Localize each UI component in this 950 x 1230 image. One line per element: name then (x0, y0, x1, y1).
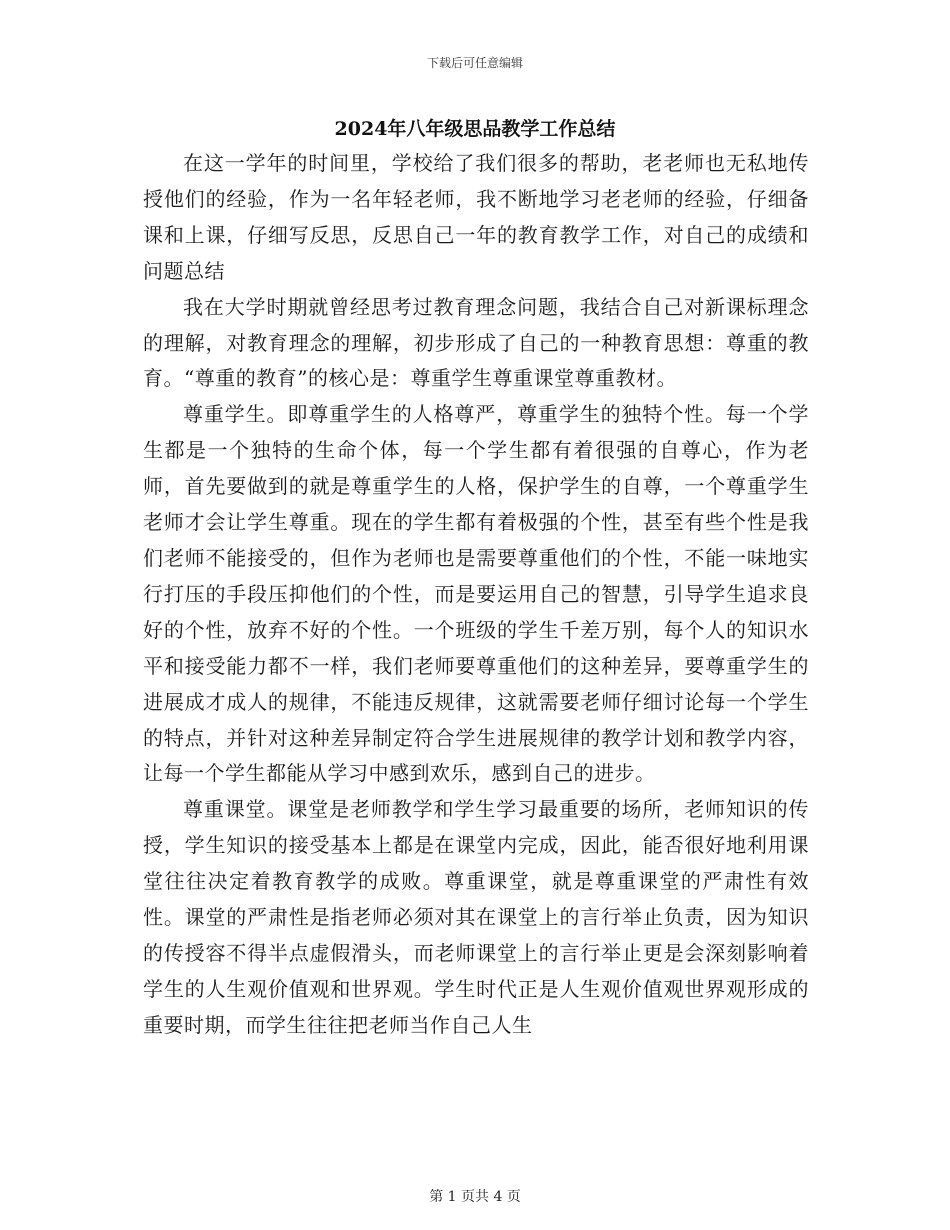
document-body (143, 146, 809, 1044)
paragraph-respect-students: 尊重学生。即尊重学生的人格尊严，尊重学生的独特个性。每一个学生都是一个独特的生命个体，每一个学生都有着很强的自尊心，作为老师，首先要做到的就是尊重学生的人格，保护学生的自尊，一个尊重学生老师才会让学生尊重。现在的学生都有着极强的个性，甚至有些个性是我们老师不能接受的，但作为老师也是需要尊重他们的个性，不能一味地实行打压的手段压抑他们的个性，而是要运用自己的智慧，引导学生追求良好的个性，放弃不好的个性。一个班级的学生千差万别，每个人的知识水平和接受能力都不一样，我们老师要尊重他们的这种差异，要尊重学生的进展成才成人的规律，不能违反规律，这就需要老师仔细讨论每一个学生的特点，并针对这种差异制定符合学生进展规律的教学计划和教学内容，让每一个学生都能从学习中感到欢乐，感到自己的进步。 (143, 402, 809, 786)
paragraph-respect-classroom: 尊重课堂。课堂是老师教学和学生学习最重要的场所，老师知识的传授，学生知识的接受基本上都是在课堂内完成，因此，能否很好地利用课堂往往决定着教育教学的成败。尊重课堂，就是尊重课堂的严肃性有效性。课堂的严肃性是指老师必须对其在课堂上的言行举止负责，因为知识的传授容不得半点虚假滑头，而老师课堂上的言行举止更是会深刻影响着学生的人生观价值观和世界观。学生时代正是人生观价值观世界观形成的重要时期，而学生往往把老师当作自己人生 (143, 797, 809, 1037)
page-number-footer: 第 1 页共 4 页 (429, 1189, 521, 1205)
page-header-note: 下载后可任意编辑 (426, 56, 523, 70)
document-title: 2024年八年级思品教学工作总结 (334, 118, 616, 140)
paragraph-intro: 在这一学年的时间里，学校给了我们很多的帮助，老老师也无私地传授他们的经验，作为一名年轻老师，我不断地学习老老师的经验，仔细备课和上课，仔细写反思，反思自己一年的教育教学工作，对自己的成绩和问题总结 (143, 151, 809, 283)
paragraph-education-philosophy: 我在大学时期就曾经思考过教育理念问题，我结合自己对新课标理念的理解，对教育理念的理解，初步形成了自己的一种教育思想：尊重的教育。“尊重的教育”的核心是：尊重学生尊重课堂尊重教材。 (143, 294, 809, 391)
